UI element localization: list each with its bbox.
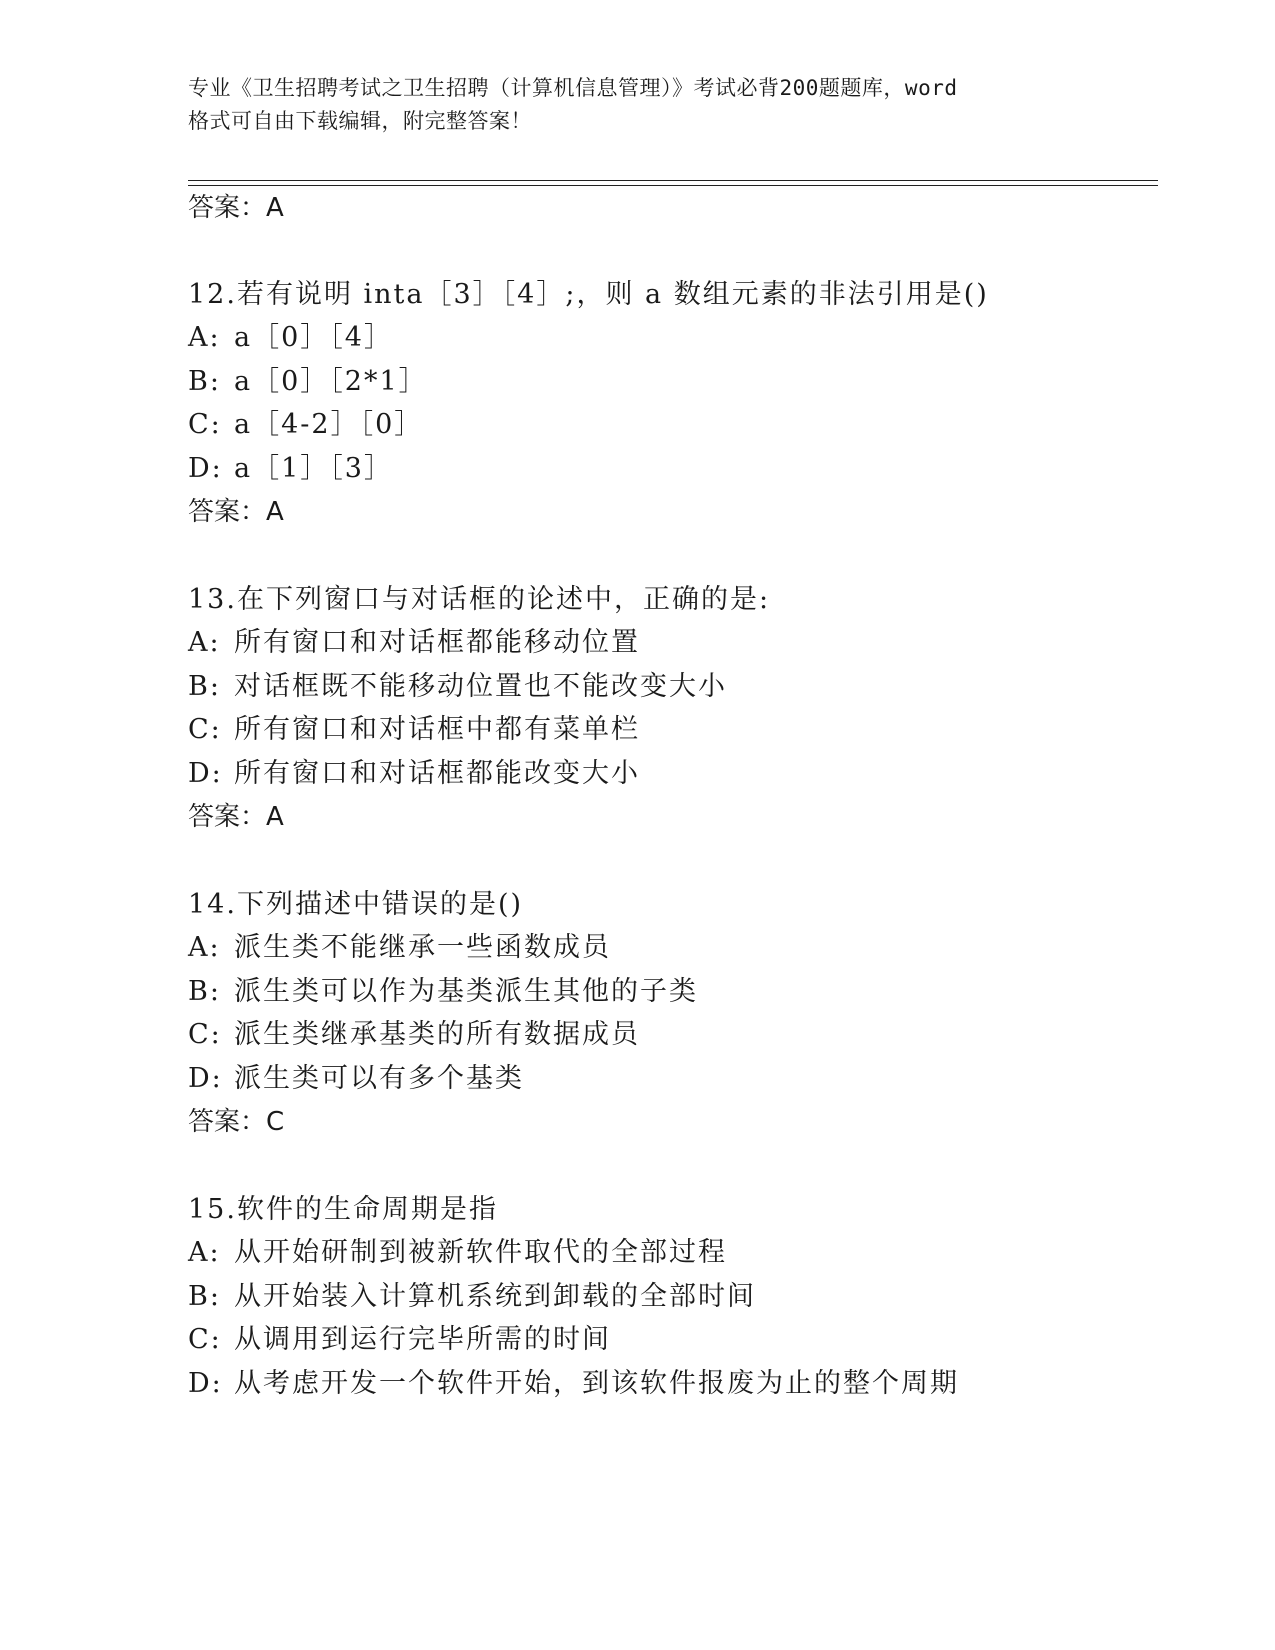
option-d — [188, 1368, 959, 1400]
option-text: 派生类继承基类的所有数据成员 — [234, 1019, 640, 1050]
answer-line: 答案：A — [188, 497, 284, 527]
option-text: 从调用到运行完毕所需的时间 — [234, 1324, 611, 1355]
option-a — [188, 932, 611, 964]
answer-line: 答案：A — [188, 193, 284, 223]
header-divider-bottom — [188, 185, 1158, 186]
option-key: C: — [188, 714, 222, 745]
option-key: B: — [188, 976, 221, 1007]
option-key: B: — [188, 671, 221, 702]
option-key: D: — [188, 1063, 223, 1094]
option-b — [188, 976, 698, 1008]
option-text: a［1］［3］ — [234, 453, 393, 484]
answer-line: 答案：C — [188, 1107, 285, 1137]
option-c — [188, 714, 640, 746]
option-c — [188, 1019, 640, 1051]
option-d — [188, 1063, 524, 1095]
question-stem: 12.若有说明 inta［3］［4］;，则 a 数组元素的非法引用是() — [188, 279, 989, 310]
option-c — [188, 409, 423, 441]
header-line-1: 专业《卫生招聘考试之卫生招聘（计算机信息管理）》考试必背200题题库，word — [188, 76, 958, 100]
option-text: 从开始研制到被新软件取代的全部过程 — [234, 1237, 727, 1268]
option-text: 所有窗口和对话框中都有菜单栏 — [234, 714, 640, 745]
option-key: B: — [188, 1281, 221, 1312]
option-text: 派生类可以有多个基类 — [234, 1063, 524, 1094]
option-c — [188, 1324, 611, 1356]
option-key: A: — [188, 322, 221, 353]
option-key: A: — [188, 627, 221, 658]
option-text: 派生类不能继承一些函数成员 — [234, 932, 611, 963]
option-a — [188, 1237, 727, 1269]
option-d — [188, 453, 393, 485]
header-line-2: 格式可自由下载编辑，附完整答案！ — [188, 109, 532, 133]
option-key: B: — [188, 366, 221, 397]
option-text: 对话框既不能移动位置也不能改变大小 — [234, 671, 727, 702]
option-key: C: — [188, 1019, 222, 1050]
option-a — [188, 322, 393, 354]
document-header — [188, 72, 1088, 138]
option-b — [188, 366, 428, 398]
option-text: 从考虑开发一个软件开始，到该软件报废为止的整个周期 — [234, 1368, 959, 1399]
option-d — [188, 758, 640, 790]
answer-line: 答案：A — [188, 802, 284, 832]
option-key: A: — [188, 932, 221, 963]
option-key: C: — [188, 409, 222, 440]
question-stem: 15.软件的生命周期是指 — [188, 1194, 498, 1225]
option-key: D: — [188, 1368, 223, 1399]
option-key: A: — [188, 1237, 221, 1268]
option-text: 所有窗口和对话框都能移动位置 — [234, 627, 640, 658]
option-key: D: — [188, 758, 223, 789]
option-text: 派生类可以作为基类派生其他的子类 — [234, 976, 698, 1007]
question-stem: 14.下列描述中错误的是() — [188, 889, 524, 920]
option-text: 所有窗口和对话框都能改变大小 — [234, 758, 640, 789]
option-b — [188, 671, 727, 703]
option-key: C: — [188, 1324, 222, 1355]
option-a — [188, 627, 640, 659]
option-text: a［0］［4］ — [234, 322, 393, 353]
question-stem: 13.在下列窗口与对话框的论述中，正确的是: — [188, 584, 771, 615]
header-divider-top — [188, 180, 1158, 181]
option-text: a［4-2］［0］ — [234, 409, 424, 440]
option-b — [188, 1281, 756, 1313]
option-text: 从开始装入计算机系统到卸载的全部时间 — [234, 1281, 756, 1312]
option-key: D: — [188, 453, 223, 484]
option-text: a［0］［2*1］ — [234, 366, 428, 397]
